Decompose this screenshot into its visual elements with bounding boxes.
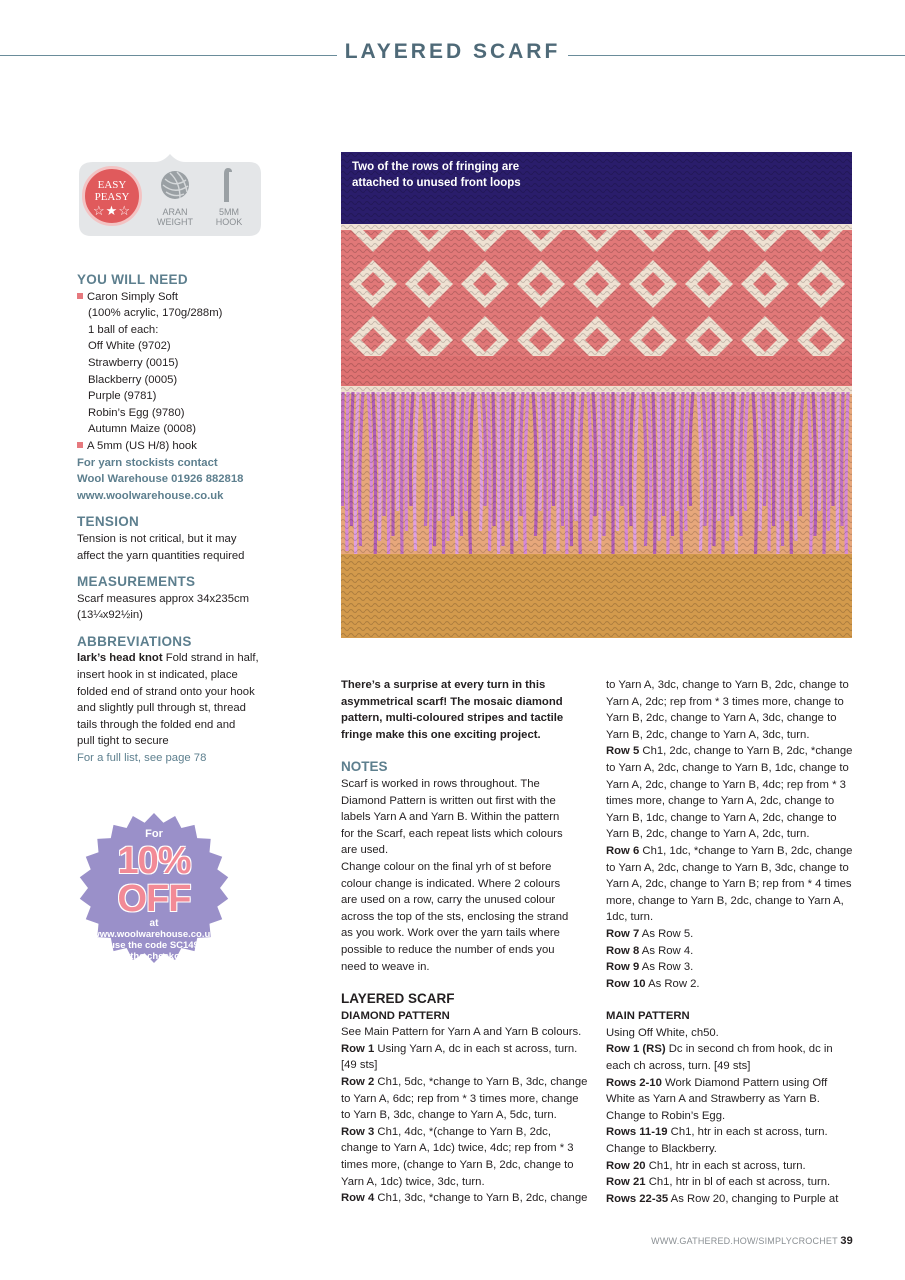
colour-item: Robin’s Egg (9780) bbox=[88, 406, 185, 419]
offer-percent: 10% OFF bbox=[117, 840, 191, 920]
row-instruction-cont: Yarn B, 2dc, change to Yarn A, 3dc, change to bbox=[606, 712, 837, 725]
discount-offer-seal[interactable] bbox=[78, 812, 230, 976]
see-main-pattern: See Main Pattern for Yarn A and Yarn B colours. bbox=[341, 1026, 582, 1039]
row-instruction: Row 3 Ch1, 4dc, *(change to Yarn B, 2dc, bbox=[341, 1125, 551, 1138]
intro-line: pattern, multi-coloured stripes and tactile bbox=[341, 712, 564, 725]
photo-caption: Two of the rows of fringing are attached to unused front loops bbox=[352, 161, 521, 189]
abbreviation-line: tails through the folded end and bbox=[77, 718, 236, 731]
offer-text bbox=[78, 812, 230, 977]
article-column-1 bbox=[341, 677, 589, 1207]
main-pattern-heading: MAIN PATTERN bbox=[606, 1010, 690, 1023]
notes-line: as you work. Work over the yarn tails where bbox=[341, 927, 560, 940]
stockists-phone: Wool Warehouse 01926 882818 bbox=[77, 473, 244, 486]
row-instruction: Row 5 Ch1, 2dc, change to Yarn B, 2dc, *change bbox=[606, 745, 853, 758]
full-list-link[interactable]: For a full list, see page 78 bbox=[77, 752, 207, 765]
scarf-illustration bbox=[341, 152, 852, 638]
stockists-url[interactable]: www.woolwarehouse.co.uk bbox=[77, 489, 224, 502]
abbreviation-entry: lark’s head knot Fold strand in half, bbox=[77, 652, 259, 665]
notes-line: need to weave in. bbox=[341, 960, 430, 973]
colour-item: Purple (9781) bbox=[88, 390, 157, 403]
tension-text: Tension is not critical, but it may bbox=[77, 532, 237, 545]
colour-item: Strawberry (0015) bbox=[88, 356, 179, 369]
offer-fine-print: sale items and SC Collection products. bbox=[119, 971, 189, 976]
row-instruction: Row 10 As Row 2. bbox=[606, 977, 700, 990]
article-column-2 bbox=[606, 677, 854, 1207]
offer-fine-print: Discount code not valid on yarn packs, bbox=[119, 965, 189, 970]
row-instruction: Row 7 As Row 5. bbox=[606, 927, 694, 940]
row-instruction: Row 1 (RS) Dc in second ch from hook, dc in bbox=[606, 1043, 833, 1056]
offer-site: www.woolwarehouse.co.uk bbox=[92, 929, 216, 940]
row-instruction: Row 6 Ch1, 1dc, *change to Yarn B, 2dc, change bbox=[606, 844, 853, 857]
offer-at: at bbox=[149, 918, 159, 929]
notes-heading: NOTES bbox=[341, 759, 388, 775]
row-instruction: Row 4 Ch1, 3dc, *change to Yarn B, 2dc, change bbox=[341, 1192, 588, 1205]
page-title: LAYERED SCARF bbox=[0, 40, 905, 64]
row-instruction-cont: change to Yarn A, 1dc) twice, 4dc; rep from * 3 bbox=[341, 1142, 574, 1155]
notes-line: Diamond Pattern is written out first with the bbox=[341, 794, 556, 807]
diamond-pattern-heading: DIAMOND PATTERN bbox=[341, 1009, 450, 1022]
yarn-spec: (100% acrylic, 170g/288m) bbox=[88, 307, 223, 320]
row-instruction-cont: times more, change to Yarn A, 2dc, change to bbox=[606, 795, 835, 808]
tension-heading: TENSION bbox=[77, 514, 140, 530]
page-number: 39 bbox=[840, 1235, 853, 1247]
notes-line: are used on a row, carry the unused colour bbox=[341, 894, 556, 907]
hook-item: A 5mm (US H/8) hook bbox=[77, 438, 277, 455]
row-instruction-cont: Yarn B, 2dc, change to Yarn A, 2dc, turn. bbox=[606, 828, 810, 841]
row-instruction-cont: to Yarn A, 6dc; rep from * 3 times more, change bbox=[341, 1092, 579, 1105]
intro-line: asymmetrical scarf! The mosaic diamond bbox=[341, 695, 563, 708]
row-instruction-cont: Yarn B, 2dc, change to Yarn A, 3dc, turn. bbox=[606, 728, 810, 741]
row-instruction: Row 1 Using Yarn A, dc in each st across, turn. bbox=[341, 1042, 578, 1055]
yarn-weight-label: ARAN WEIGHT bbox=[157, 207, 193, 227]
row-instruction-cont: Yarn A, 1dc) twice, 3dc, turn. bbox=[341, 1175, 485, 1188]
pattern-title: LAYERED SCARF bbox=[341, 991, 455, 1007]
row-instruction: Row 21 Ch1, htr in bl of each st across, turn. bbox=[606, 1176, 831, 1189]
row-instruction: Row 20 Ch1, htr in each st across, turn. bbox=[606, 1159, 806, 1172]
offer-for: For bbox=[145, 828, 163, 840]
notes-line: colour change is indicated. Where 2 colours bbox=[341, 877, 561, 890]
star-rating-icon: ☆★☆ bbox=[93, 203, 131, 218]
row-instruction: Row 8 As Row 4. bbox=[606, 944, 694, 957]
measurements-text: (13¼x92½in) bbox=[77, 609, 143, 622]
row-instruction-cont: times more, (change to Yarn B, 2dc, change to bbox=[341, 1159, 574, 1172]
row-instruction-cont: 1dc, turn. bbox=[606, 911, 654, 924]
row-instruction-cont: to Yarn A, 2dc, change to Yarn B, 1dc, change to bbox=[606, 761, 849, 774]
measurements-text: Scarf measures approx 34x235cm bbox=[77, 592, 250, 605]
crochet-hook-icon bbox=[217, 166, 237, 204]
tension-text: affect the yarn quantities required bbox=[77, 549, 245, 562]
offer-checkout: at the checkout bbox=[119, 951, 189, 962]
row-instruction-cont: Change to Blackberry. bbox=[606, 1143, 717, 1156]
row-instruction: Rows 22-35 As Row 20, changing to Purple at bbox=[606, 1192, 839, 1205]
notes-line: Change colour on the final yrh of st before bbox=[341, 860, 552, 873]
scarf-photo bbox=[341, 152, 852, 638]
row-instruction-cont: Yarn A, 2dc, change to Yarn B; rep from * 4 times bbox=[606, 878, 852, 891]
notes-line: possible to reduce the number of ends you bbox=[341, 943, 555, 956]
row-instruction: Row 9 As Row 3. bbox=[606, 961, 694, 974]
row-instruction: Rows 2-10 Work Diamond Pattern using Off bbox=[606, 1076, 828, 1089]
offer-code: use the code SC149 bbox=[109, 940, 199, 951]
row-instruction-cont: Change to Robin’s Egg. bbox=[606, 1109, 726, 1122]
you-will-need-heading: YOU WILL NEED bbox=[77, 272, 188, 287]
yarn-ball-icon bbox=[160, 170, 190, 200]
row-instruction-cont: White as Yarn A and Strawberry as Yarn B. bbox=[606, 1093, 820, 1106]
row-instruction-cont: more, change to Yarn B, 2dc, change to Yarn A, bbox=[606, 894, 844, 907]
row-instruction-cont: Yarn B, 1dc, change to Yarn A, 2dc, change to bbox=[606, 811, 837, 824]
hook-size-label: 5MM HOOK bbox=[215, 207, 243, 227]
abbreviation-line: folded end of strand onto your hook bbox=[77, 685, 255, 698]
measurements-heading: MEASUREMENTS bbox=[77, 574, 196, 590]
notes-line: are used. bbox=[341, 844, 389, 857]
footer-url[interactable]: WWW.GATHERED.HOW/SIMPLYCROCHET bbox=[651, 1236, 838, 1246]
intro-line: There’s a surprise at every turn in this bbox=[341, 679, 546, 691]
stockists-line: For yarn stockists contact bbox=[77, 456, 218, 469]
abbreviation-line: and slightly pull through st, thread bbox=[77, 702, 246, 715]
notes-line: across the top of the sts, enclosing the strand bbox=[341, 910, 569, 923]
notes-line: labels Yarn A and Yarn B. Within the pattern bbox=[341, 811, 560, 824]
row-instruction-cont: to Yarn A, 3dc, change to Yarn B, 2dc, change to bbox=[606, 679, 849, 691]
abbreviations-heading: ABBREVIATIONS bbox=[77, 633, 192, 649]
row-instruction: Row 2 Ch1, 5dc, *change to Yarn B, 3dc, change bbox=[341, 1076, 588, 1089]
page-footer bbox=[651, 1235, 853, 1247]
notes-line: Scarf is worked in rows throughout. The bbox=[341, 777, 540, 790]
row-instruction-cont: [49 sts] bbox=[341, 1059, 378, 1072]
row-instruction-cont: Yarn A, 2dc; rep from * 3 times more, change to bbox=[606, 695, 844, 708]
main-pattern-intro: Using Off White, ch50. bbox=[606, 1026, 719, 1039]
easy-peasy-badge: EASY PEASY ☆★☆ bbox=[82, 166, 142, 226]
row-instruction-cont: to Yarn A, 2dc, change to Yarn B, 3dc, change to bbox=[606, 861, 849, 874]
row-instruction-cont: each ch across, turn. [49 sts] bbox=[606, 1060, 751, 1073]
difficulty-badges bbox=[77, 152, 263, 238]
intro-line: fringe make this one exciting project. bbox=[341, 728, 541, 741]
row-instruction-cont: Yarn A, 2dc, change to Yarn B, 4dc; rep from * 3 bbox=[606, 778, 846, 791]
row-instruction-cont: to Yarn B, 3dc, change to Yarn A, 5dc, turn. bbox=[341, 1109, 557, 1122]
colour-item: Autumn Maize (0008) bbox=[88, 423, 196, 436]
sidebar bbox=[77, 272, 277, 767]
abbreviation-line: pull tight to secure bbox=[77, 735, 169, 748]
colour-item: Off White (9702) bbox=[88, 340, 171, 353]
yarn-title: Caron Simply Soft bbox=[77, 289, 277, 306]
colour-item: Blackberry (0005) bbox=[88, 373, 178, 386]
abbreviation-line: insert hook in st indicated, place bbox=[77, 669, 238, 682]
ball-of-each: 1 ball of each: bbox=[88, 323, 159, 336]
row-instruction: Rows 11-19 Ch1, htr in each st across, turn. bbox=[606, 1126, 828, 1139]
notes-line: for the Scarf, each repeat lists which colours bbox=[341, 827, 563, 840]
